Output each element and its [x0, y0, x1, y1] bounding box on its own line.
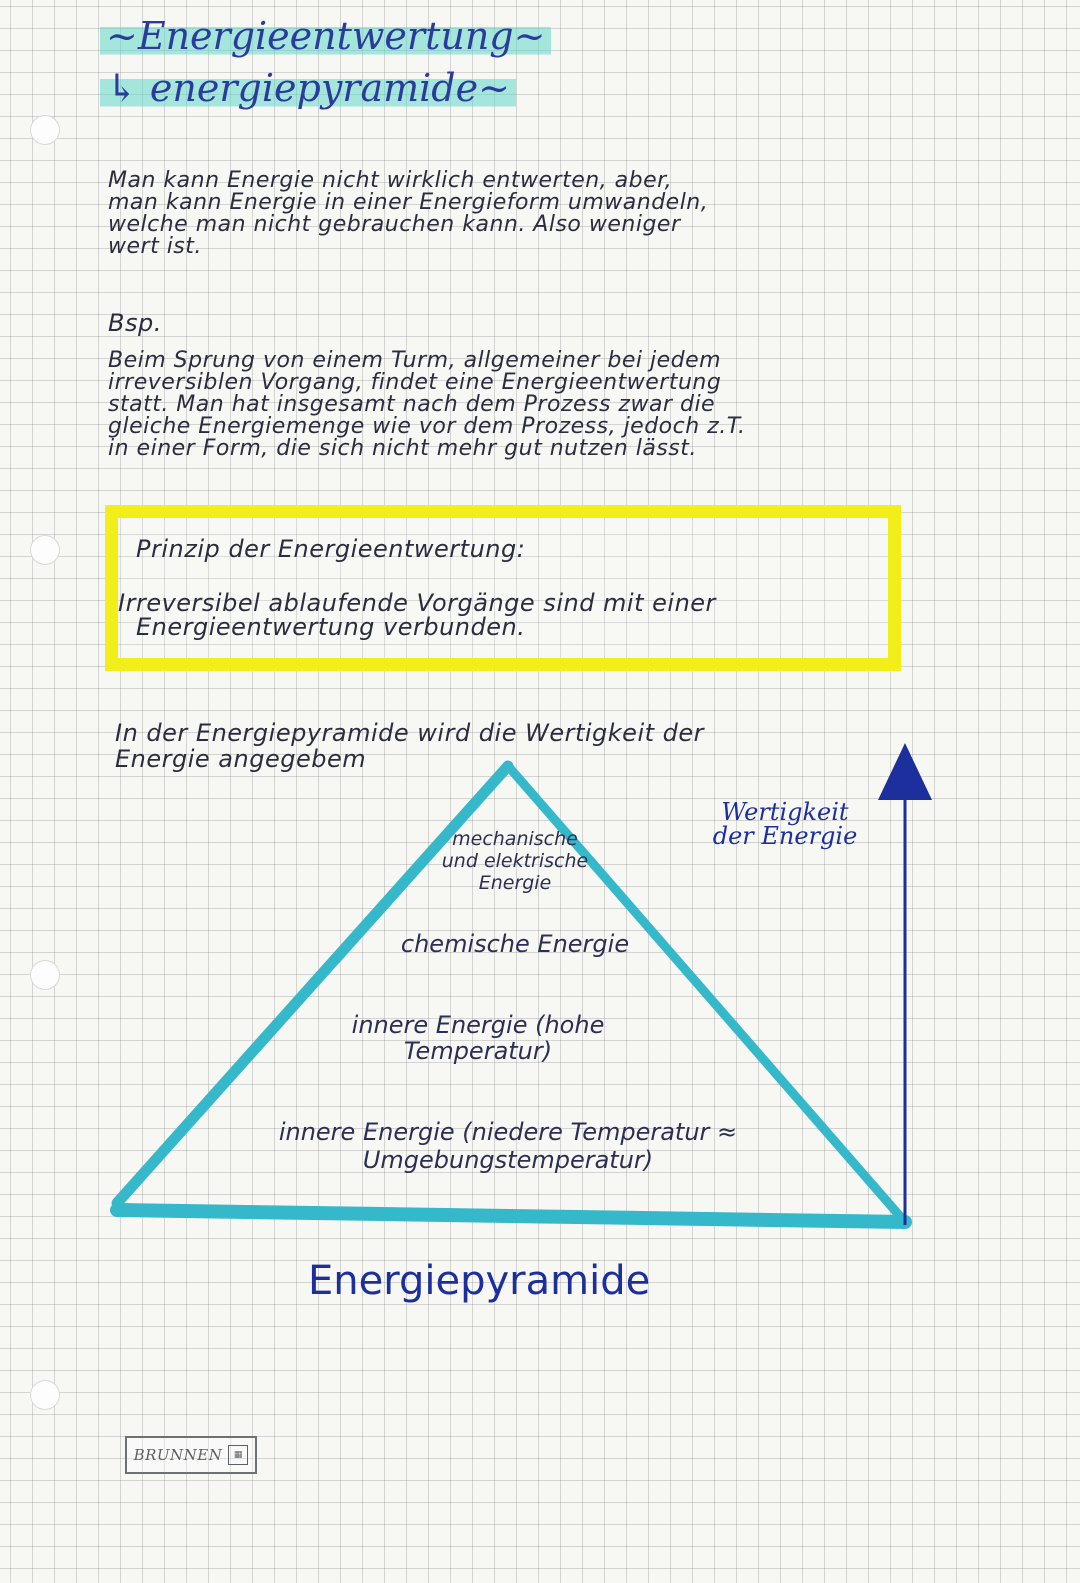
value-arrow: [878, 743, 932, 1225]
pyramid-level-text: Energie: [478, 872, 552, 894]
brand-logo-icon: ▦: [228, 1445, 248, 1465]
arrow-label-line: der Energie: [712, 822, 858, 850]
title-line-2: ↳ energiepyramide~: [100, 66, 516, 110]
title-line-1: ~Energieentwertung~: [100, 14, 551, 58]
pyramid-level-text: Umgebungstemperatur): [362, 1146, 654, 1174]
intro-line: man kann Energie in einer Energieform umwandeln,: [108, 190, 709, 215]
pyramid-intro-line-1: In der Energiepyramide wird die Wertigkeit der: [115, 719, 705, 747]
example-line: statt. Man hat insgesamt nach dem Prozess zwar die: [108, 392, 716, 417]
pyramid-level-text: mechanische: [452, 828, 578, 850]
intro-line: welche man nicht gebrauchen kann. Also weniger: [108, 212, 681, 237]
example-line: gleiche Energiemenge wie vor dem Prozess, jedoch z.T.: [108, 414, 746, 439]
pyramid-level-mechanical-electrical: [420, 828, 610, 894]
pyramid-level-inner-high: [318, 1012, 638, 1064]
principle-text-line-1: Irreversibel ablaufende Vorgänge sind mit einer: [118, 589, 716, 617]
principle-heading: Prinzip der Energieentwertung:: [136, 535, 526, 563]
intro-line: wert ist.: [108, 234, 202, 259]
pyramid-level-text: chemische Energie: [400, 930, 630, 958]
pyramid-level-text: innere Energie (niedere Temperatur ≈: [278, 1118, 738, 1146]
principle-text-line-2: Energieentwertung verbunden.: [136, 613, 526, 641]
pyramid-intro-line-2: Energie angegebem: [115, 745, 367, 773]
example-line: irreversiblen Vorgang, findet eine Energieentwertung: [108, 370, 722, 395]
brand-stamp: [125, 1436, 257, 1474]
example-line: in einer Form, die sich nicht mehr gut nutzen lässt.: [108, 436, 697, 461]
brand-name: BRUNNEN: [133, 1446, 223, 1464]
arrow-label-line: Wertigkeit: [721, 798, 849, 826]
pyramid-level-chemical: [385, 930, 645, 958]
pyramid-level-text: Temperatur): [403, 1037, 553, 1065]
pyramid-level-text: innere Energie (hohe: [351, 1011, 605, 1039]
example-label: Bsp.: [108, 309, 162, 337]
pyramid-level-text: und elektrische: [441, 850, 589, 872]
intro-line: Man kann Energie nicht wirklich entwerten, aber,: [108, 168, 673, 193]
value-arrow-label: [690, 800, 880, 848]
pyramid-level-inner-low: [238, 1118, 778, 1174]
example-line: Beim Sprung von einem Turm, allgemeiner bei jedem: [108, 348, 722, 373]
pyramid-caption: Energiepyramide: [308, 1258, 651, 1304]
